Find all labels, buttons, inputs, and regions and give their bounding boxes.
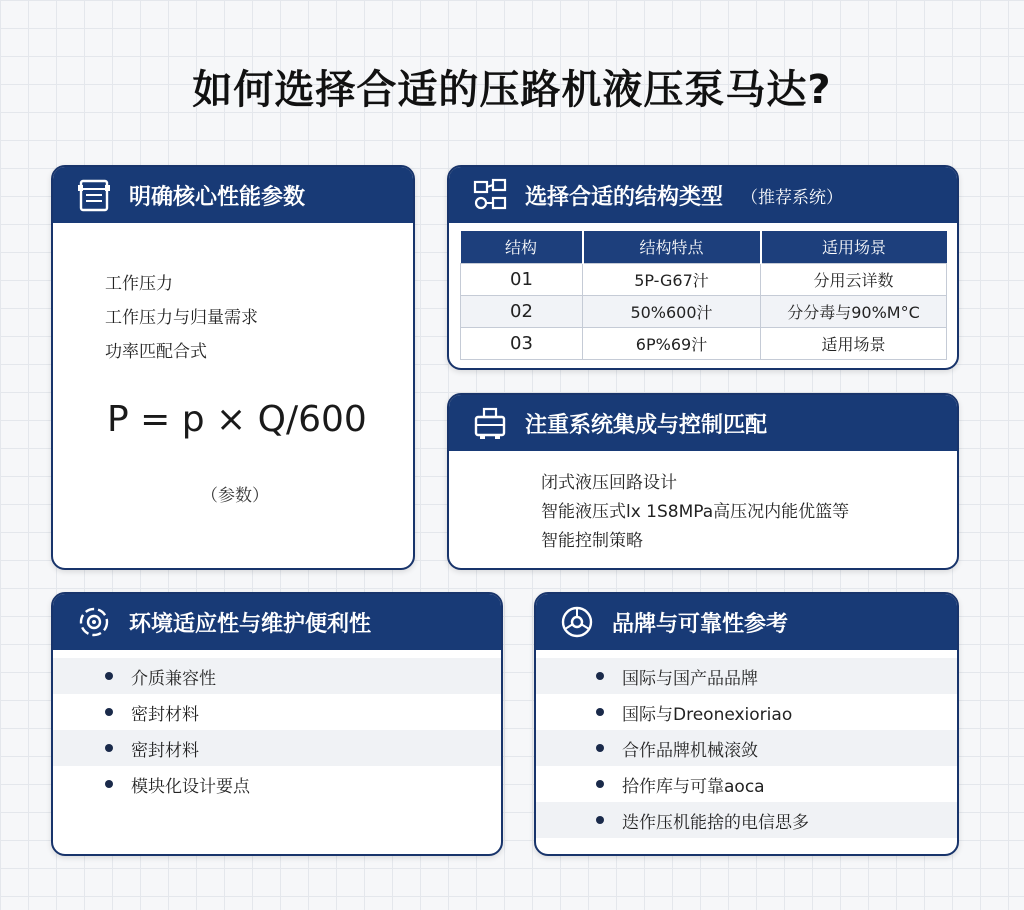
power-formula: P = p × Q/600 xyxy=(107,399,367,440)
bullet-icon xyxy=(105,708,113,716)
card-header xyxy=(449,167,957,223)
card-title: 选择合适的结构类型 xyxy=(525,184,724,210)
table-cell: 分用云详数 xyxy=(761,263,947,295)
card-header xyxy=(53,594,501,650)
card-structure-type xyxy=(447,165,959,370)
list-item-label: 密封材料 xyxy=(131,740,199,761)
page-title: 如何选择合适的压路机液压泵马达? xyxy=(192,67,832,113)
list-item-label: 迭作压机能捨的电信思多 xyxy=(622,812,809,833)
document-icon xyxy=(75,176,113,214)
hydraulic-unit-icon xyxy=(471,404,509,442)
card-header xyxy=(536,594,957,650)
bullet-icon xyxy=(105,780,113,788)
environment-list xyxy=(53,658,501,802)
list-item xyxy=(536,730,957,766)
wheel-icon xyxy=(558,603,596,641)
card-title: 注重系统集成与控制匹配 xyxy=(525,412,768,438)
list-item xyxy=(536,658,957,694)
gear-cycle-icon xyxy=(75,603,113,641)
table-row xyxy=(461,295,947,327)
card-header xyxy=(53,167,413,223)
bullet-icon xyxy=(596,744,604,752)
list-item-label: 拾作库与可靠aoca xyxy=(622,776,765,797)
card-brand-reliability xyxy=(534,592,959,856)
list-item: 闭式液压回路设计 xyxy=(541,473,677,493)
column-header: 结构 xyxy=(461,231,583,263)
list-item xyxy=(53,766,501,802)
card-title: 品牌与可靠性参考 xyxy=(612,611,789,637)
list-item: 智能控制策略 xyxy=(541,531,643,551)
list-item-label: 模块化设计要点 xyxy=(131,776,250,797)
table-cell: 50%600汁 xyxy=(583,295,761,327)
list-item xyxy=(53,730,501,766)
brand-list xyxy=(536,658,957,838)
list-item: 工作压力与归量需求 xyxy=(105,308,258,328)
parameter-list xyxy=(105,267,258,369)
table-cell: 02 xyxy=(461,295,583,327)
column-header: 结构特点 xyxy=(583,231,761,263)
card-header xyxy=(449,395,957,451)
bullet-icon xyxy=(596,816,604,824)
card-title: 明确核心性能参数 xyxy=(129,184,306,210)
card-environment-maintenance xyxy=(51,592,503,856)
list-item-label: 国际与Dreonexioriao xyxy=(622,704,793,725)
table-cell: 03 xyxy=(461,327,583,359)
bullet-icon xyxy=(596,672,604,680)
bullet-icon xyxy=(105,672,113,680)
list-item-label: 合作品牌机械滚敛 xyxy=(622,740,758,761)
list-item-label: 国际与国产品品牌 xyxy=(622,668,758,689)
list-item-label: 介质兼容性 xyxy=(131,668,216,689)
table-cell: 01 xyxy=(461,263,583,295)
list-item xyxy=(536,802,957,838)
list-item: 功率匹配合式 xyxy=(105,342,207,362)
bullet-icon xyxy=(596,780,604,788)
list-item xyxy=(53,694,501,730)
card-core-parameters xyxy=(51,165,415,570)
table-cell: 分分毒与90%M°C xyxy=(761,295,947,327)
table-cell: 6P%69汁 xyxy=(583,327,761,359)
table-row xyxy=(461,327,947,359)
card-subtitle: （推荐系统） xyxy=(741,187,844,208)
table-cell: 适用场景 xyxy=(761,327,947,359)
list-item xyxy=(536,694,957,730)
bullet-icon xyxy=(596,708,604,716)
table-row xyxy=(461,263,947,295)
column-header: 适用场景 xyxy=(761,231,947,263)
list-item-label: 密封材料 xyxy=(131,704,199,725)
list-item xyxy=(53,658,501,694)
system-list xyxy=(541,469,849,556)
list-item xyxy=(536,766,957,802)
list-item: 智能液压式lx 1S8MPa高压况内能优篮等 xyxy=(541,502,850,522)
list-item: 工作压力 xyxy=(105,274,173,294)
table-cell: 5P-G67汁 xyxy=(583,263,761,295)
formula-note: （参数） xyxy=(201,486,269,506)
structure-table xyxy=(460,231,947,360)
card-system-integration xyxy=(447,393,959,570)
bullet-icon xyxy=(105,744,113,752)
structure-icon xyxy=(471,176,509,214)
card-title: 环境适应性与维护便利性 xyxy=(129,611,372,637)
